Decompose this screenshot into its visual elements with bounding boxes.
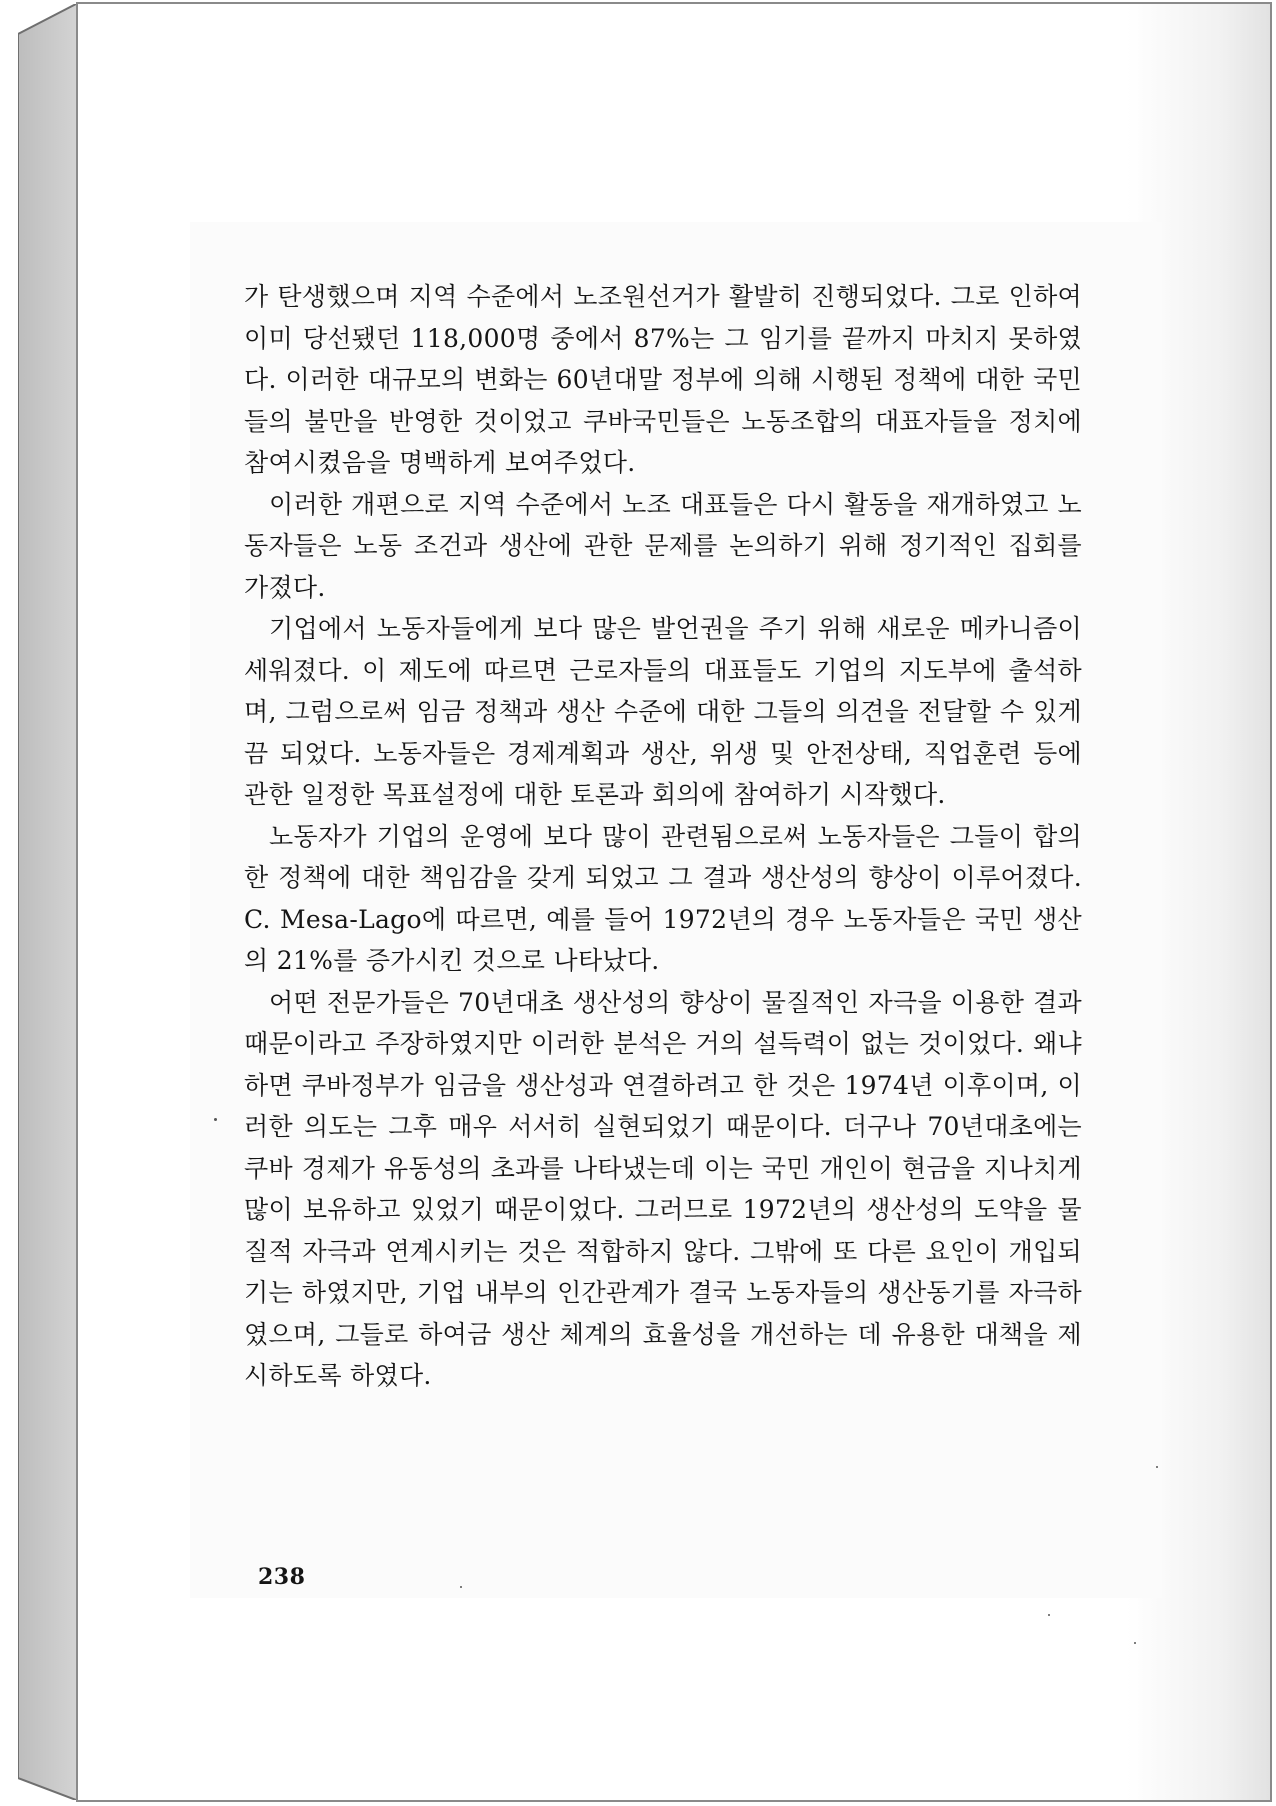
scan-speck xyxy=(1048,1614,1050,1616)
paragraph: 이러한 개편으로 지역 수준에서 노조 대표들은 다시 활동을 재개하였고 노동자들은 노동 조건과 생산에 관한 문제를 논의하기 위해 정기적인 집회를 가졌다. xyxy=(244,489,1082,602)
page-number: 238 xyxy=(258,1564,306,1590)
scan-speck xyxy=(460,1586,462,1588)
page-body-text xyxy=(244,276,1082,1397)
scan-speck xyxy=(214,1118,217,1121)
paragraph: 어떤 전문가들은 70년대초 생산성의 향상이 물질적인 자극을 이용한 결과 때문이라고 주장하였지만 이러한 분석은 거의 설득력이 없는 것이었다. 왜냐하면 쿠바정부가 임금을 생산성과 연결하려고 한 것은 1974년 이후이며, 이러한 의도는 그후 매우 서서히 실현되었기 때문이다. 더구나 70년대초에는 쿠바 경제가 유동성의 초과를 나타냈는데 이는 국민 개인이 현금을 지나치게 많이 보유하고 있었기 때문이었다. 그러므로 1972년의 생산성의 도약을 물질적 자극과 연계시키는 것은 적합하지 않다. 그밖에 또 다른 요인이 개입되기는 하였지만, 기업 내부의 인간관계가 결국 노동자들의 생산동기를 자극하였으며, 그들로 하여금 생산 체계의 효율성을 개선하는 데 유용한 대책을 제시하도록 하였다. xyxy=(244,987,1082,1390)
paragraph: 기업에서 노동자들에게 보다 많은 발언권을 주기 위해 새로운 메카니즘이 세워졌다. 이 제도에 따르면 근로자들의 대표들도 기업의 지도부에 출석하며, 그럼으로써 임금 정책과 생산 수준에 대한 그들의 의견을 전달할 수 있게끔 되었다. 노동자들은 경제계획과 생산, 위생 및 안전상태, 직업훈련 등에 관한 일정한 목표설정에 대한 토론과 회의에 참여하기 시작했다. xyxy=(244,614,1082,809)
book-spine xyxy=(18,4,76,1800)
paragraph: 노동자가 기업의 운영에 보다 많이 관련됨으로써 노동자들은 그들이 합의한 정책에 대한 책임감을 갖게 되었고 그 결과 생산성의 향상이 이루어졌다. C. Mesa-Lago에 따르면, 예를 들어 1972년의 경우 노동자들은 국민 생산의 21%를 증가시킨 것으로 나타났다. xyxy=(244,821,1082,975)
scan-speck xyxy=(1156,1466,1158,1468)
scan-speck xyxy=(1134,1642,1136,1644)
paragraph: 가 탄생했으며 지역 수준에서 노조원선거가 활발히 진행되었다. 그로 인하여 이미 당선됐던 118,000명 중에서 87%는 그 임기를 끝까지 마치지 못하였다. 이러한 대규모의 변화는 60년대말 정부에 의해 시행된 정책에 대한 국민들의 불만을 반영한 것이었고 쿠바국민들은 노동조합의 대표자들을 정치에 참여시켰음을 명백하게 보여주었다. xyxy=(244,282,1082,477)
